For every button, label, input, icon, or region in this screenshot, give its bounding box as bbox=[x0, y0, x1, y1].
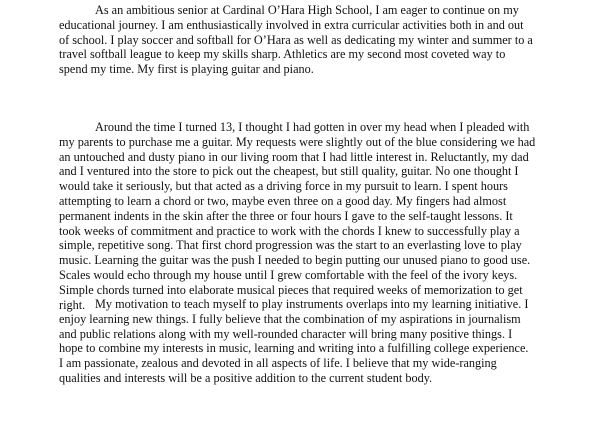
paragraph-3-line: enjoy learning new things. I fully believe that the combination of my aspirations in journalism bbox=[59, 311, 521, 326]
paragraph-2-line: simple, repetitive song. That first chord progression was the start to an everlasting love to play bbox=[59, 238, 522, 253]
paragraph-1-line: As an ambitious senior at Cardinal O’Hara High School, I am eager to continue on my bbox=[95, 3, 519, 17]
paragraph-1-line: spend my time. My first is playing guitar and piano. bbox=[59, 62, 314, 77]
paragraph-2-line: my parents to purchase me a guitar. My requests were slightly out of the blue considering we had bbox=[59, 134, 536, 149]
paragraph-3-line: hope to combine my interests in music, learning and writing into a fulfilling college experience. bbox=[59, 341, 529, 356]
paragraph-2-line: Scales would echo through my house until I grew comfortable with the feel of the ivory keys. bbox=[59, 267, 518, 282]
paragraph-2-line: would take it seriously, but that acted as a driving force in my pursuit to learn. I spent hours bbox=[59, 179, 508, 194]
paragraph-1-line: of school. I play soccer and softball for O’Hara as well as dedicating my winter and summer to a bbox=[59, 32, 533, 47]
paragraph-3-line: qualities and interests will be a positive addition to the current student body. bbox=[59, 370, 433, 385]
paragraph-3-line: My motivation to teach myself to play instruments overlaps into my learning initiative. I bbox=[95, 297, 529, 311]
paragraph-2-line: took weeks of commitment and practice to work with the chords I knew to successfully play a bbox=[59, 223, 520, 238]
paragraph-2-line: permanent indents in the skin after the three or four hours I gave to the self-taught lessons. It bbox=[59, 208, 513, 223]
paragraph-2-line: Around the time I turned 13, I thought I had gotten in over my head when I pleaded with bbox=[95, 120, 530, 134]
paragraph-2-line: and I ventured into the store to pick out the cheapest, but still quality, guitar. No one thought I bbox=[59, 164, 519, 179]
paragraph-3 bbox=[59, 297, 528, 386]
paragraph-2-line: attempting to learn a chord or two, maybe even three on a good day. My fingers had almost bbox=[59, 193, 507, 208]
paragraph-2-line: right. bbox=[59, 297, 86, 312]
paragraph-3-line: and public relations along with my well-rounded character will bring many positive things. I bbox=[59, 326, 513, 341]
paragraph-1-line: travel softball league to keep my skills sharp. Athletics are my second most coveted way to bbox=[59, 47, 506, 62]
paragraph-3-line: I am passionate, zealous and devoted in all aspects of life. I believe that my wide-ranging bbox=[59, 356, 497, 371]
paragraph-2 bbox=[59, 120, 535, 312]
paragraph-1 bbox=[59, 3, 533, 77]
paragraph-2-line: an untouched and dusty piano in our living room that I had little interest in. Reluctantly, my dad bbox=[59, 149, 529, 164]
paragraph-2-line: music. Learning the guitar was the push I needed to begin putting our unused piano to good use. bbox=[59, 253, 531, 268]
paragraph-2-line: Simple chords turned into elaborate musical pieces that required weeks of memorization to get bbox=[59, 282, 523, 297]
paragraph-1-line: educational journey. I am enthusiastically involved in extra curricular activities both in and out bbox=[59, 17, 524, 32]
